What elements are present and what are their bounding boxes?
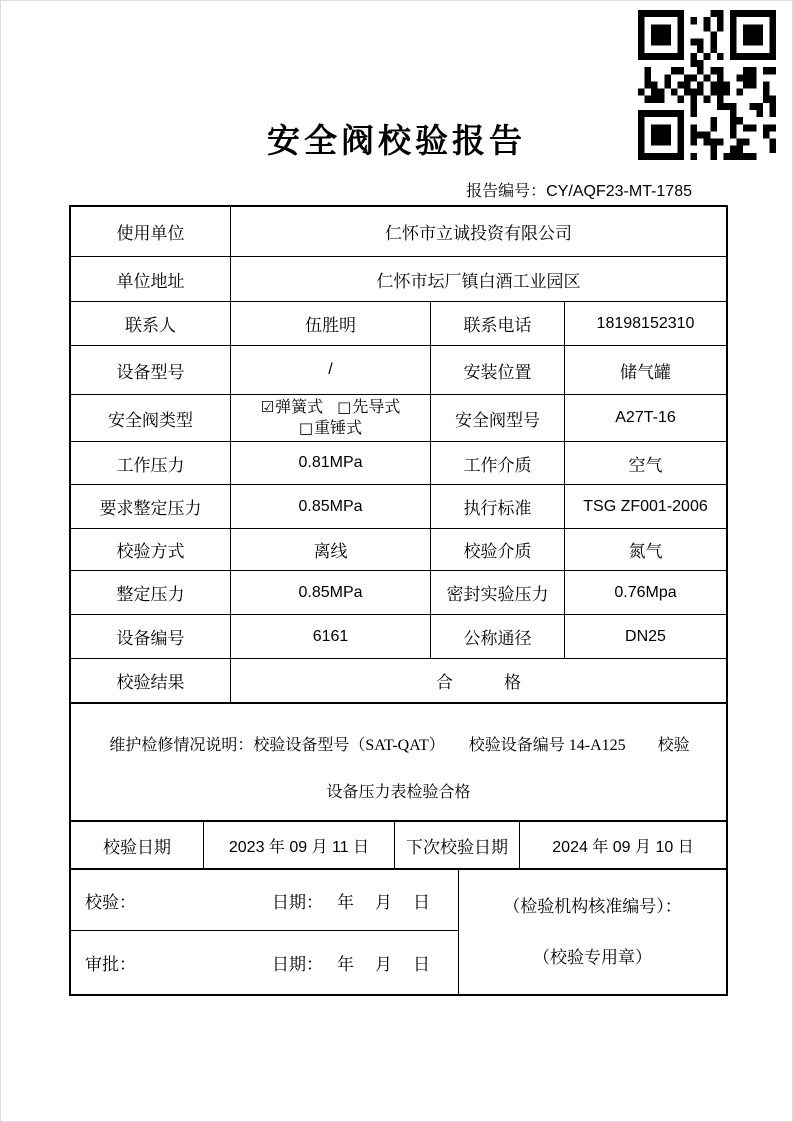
table-row-required-set-pressure [71,484,726,528]
valve-model-label: 安全阀型号 [430,395,564,441]
phone-value: 18198152310 [564,302,726,345]
device-model-label: 设备型号 [116,362,185,382]
address-label: 单位地址 [116,271,185,291]
checkbox-checked-icon: ☑ [260,398,275,416]
approver-ymd-placeholder: 年 月 日 [337,955,432,974]
install-location-value: 储气罐 [564,346,726,394]
valve-type-options [230,395,430,441]
table-row-address [71,256,726,301]
phone-label: 联系电话 [430,302,564,345]
calibration-medium-label: 校验介质 [430,529,564,570]
calibration-date-value: 2023 年 09 月 11 日 [203,822,394,868]
table-row-contact [71,301,726,345]
table-row-result [71,658,726,702]
device-number-value: 6161 [230,615,430,658]
checkbox-pilot-type [337,397,400,418]
result-value: 合 格 [230,659,726,702]
next-calibration-date-label: 下次校验日期 [394,822,519,868]
table-row-device-model [71,345,726,394]
table-row-working-pressure [71,441,726,484]
stamp-approval-number-label: （检验机构核准编号）： [503,897,682,916]
table-row-dates [71,820,726,868]
device-model-value: / [230,346,430,394]
working-pressure-label: 工作压力 [116,455,185,475]
calibration-date-label: 校验日期 [103,837,171,857]
working-medium-value: 空气 [564,442,726,484]
table-row-calibration-method [71,528,726,570]
page-title: 安全阀校验报告 [267,124,526,160]
set-pressure-value: 0.85MPa [230,571,430,614]
standard-value: TSG ZF001-2006 [564,485,726,528]
install-location-label: 安装位置 [430,346,564,394]
checkbox-spring-type [261,397,323,418]
contact-label: 联系人 [125,316,176,335]
seal-test-pressure-label: 密封实验压力 [430,571,564,614]
standard-label: 执行标准 [430,485,564,528]
required-set-pressure-label: 要求整定压力 [99,499,202,518]
approver-label: 审批： [85,955,136,974]
valve-type-label: 安全阀类型 [108,410,193,430]
nominal-diameter-value: DN25 [564,615,726,658]
device-number-label: 设备编号 [116,629,185,648]
checkbox-unchecked-icon: □ [298,419,314,437]
signature-row-verifier [71,870,458,930]
company-value: 仁怀市立诚投资有限公司 [230,207,726,256]
checkbox-pilot-label: 先导式 [352,399,401,416]
table-row-maintenance [71,702,726,820]
valve-type-options-line1 [261,397,401,418]
report-table [69,205,728,996]
valve-model-value: A27T-16 [564,395,726,441]
verifier-ymd-placeholder: 年 月 日 [337,892,432,912]
company-label: 使用单位 [116,224,185,243]
checkbox-weight-type [299,420,362,437]
checkbox-spring-label: 弹簧式 [275,399,324,416]
report-number-line [1,178,792,201]
signature-block [71,868,726,994]
signature-row-approver [71,930,458,994]
next-calibration-date-value: 2024 年 09 月 10 日 [519,822,726,868]
table-row-company [71,207,726,256]
set-pressure-label: 整定压力 [116,585,185,604]
report-number-label: 报告编号： [466,183,547,200]
checkbox-weight-label: 重锤式 [314,420,363,437]
maintenance-notes [71,704,726,820]
calibration-method-label: 校验方式 [116,542,185,561]
table-row-set-pressure [71,570,726,614]
table-row-valve-type [71,394,726,441]
contact-value: 伍胜明 [230,302,430,345]
qr-code-icon [638,10,776,160]
verifier-date-label: 日期： [272,892,323,912]
approver-date-label: 日期： [272,955,323,974]
qr-code-image [638,10,776,160]
nominal-diameter-label: 公称通径 [430,615,564,658]
maintenance-line2: 设备压力表检验合格 [326,784,471,801]
working-medium-label: 工作介质 [430,442,564,484]
address-value: 仁怀市坛厂镇白酒工业园区 [230,257,726,301]
stamp-area [458,870,726,994]
result-label: 校验结果 [116,673,185,692]
calibration-medium-value: 氮气 [564,529,726,570]
maintenance-line1: 维护检修情况说明：校验设备型号（SAT-QAT） 校验设备编号 14-A125 校验 [109,737,690,754]
required-set-pressure-value: 0.85MPa [230,485,430,528]
table-row-device-number [71,614,726,658]
valve-type-options-line2 [299,418,362,439]
calibration-method-value: 离线 [230,529,430,570]
working-pressure-value: 0.81MPa [230,442,430,484]
stamp-seal-label: （校验专用章） [533,948,652,967]
seal-test-pressure-value: 0.76Mpa [564,571,726,614]
report-number-value: CY/AQF23-MT-1785 [546,183,692,200]
verifier-label: 校验： [85,892,136,912]
checkbox-unchecked-icon: □ [337,398,352,416]
